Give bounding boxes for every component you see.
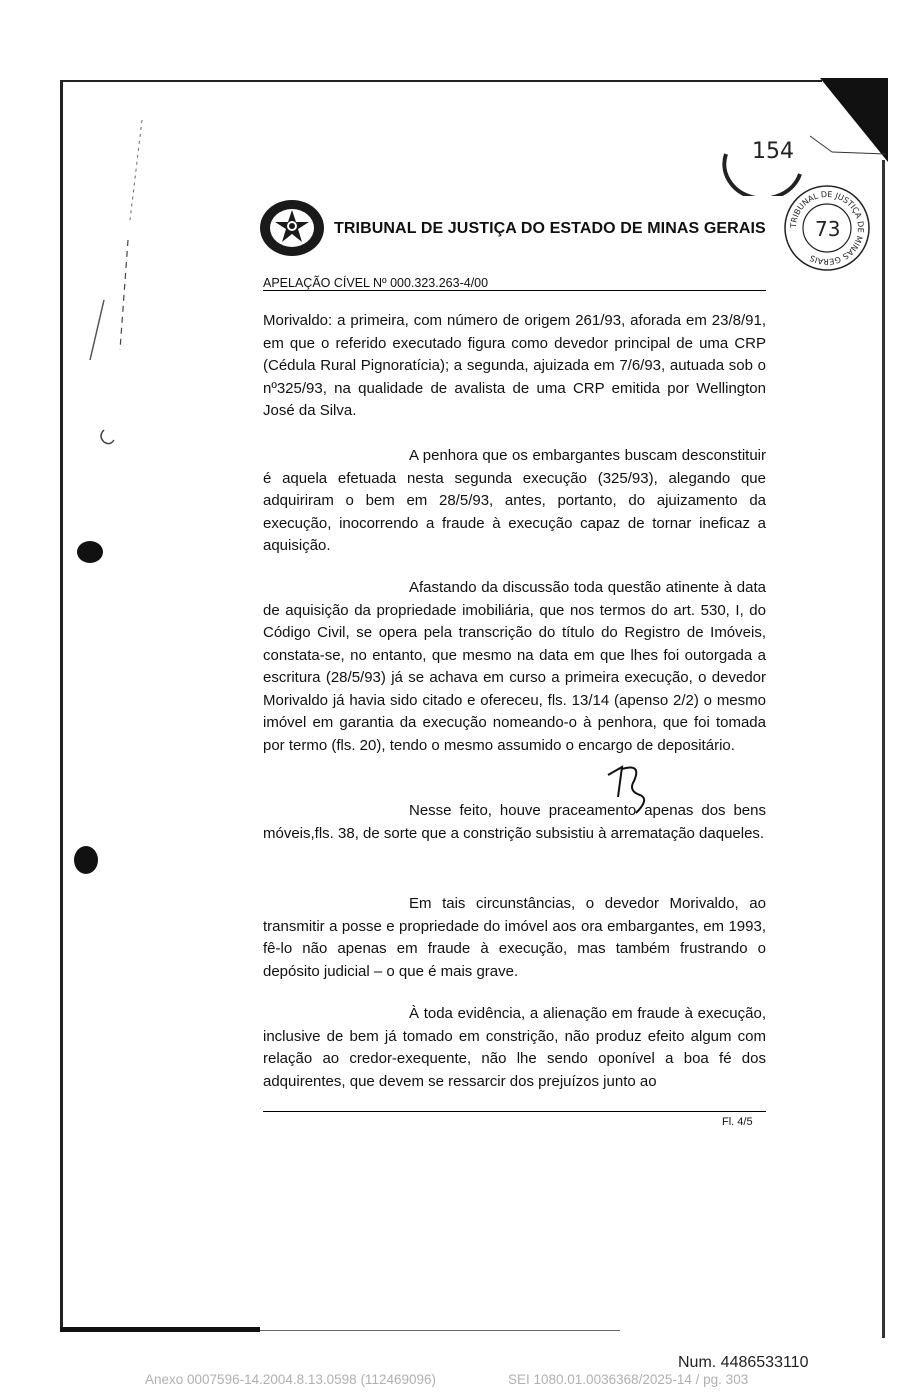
page-border-bottom-line (260, 1330, 620, 1331)
margin-scan-marks (70, 100, 190, 1000)
paragraph-4: Nesse feito, houve praceamento apenas dos bens móveis,fls. 38, de sorte que a constrição subsistiu à arrematação daqueles. (263, 802, 766, 842)
case-number: APELAÇÃO CÍVEL Nº 000.323.263-4/00 (263, 276, 489, 290)
page-border-bottom (60, 1327, 260, 1332)
seal-text: TRIBUNAL DE JUSTIÇA DE MINAS GERAIS (788, 189, 866, 267)
court-seal-stamp (782, 184, 872, 272)
seal-number: 73 (815, 217, 841, 241)
paragraph-6: À toda evidência, a alienação em fraude à execução, inclusive de bem já tomado em constrição, não produz efeito algum com relação ao credor-exequente, não lhe sendo oponível a boa fé dos adquirentes, que devem se ressarcir dos prejuízos junto ao (263, 1005, 766, 1090)
page-border-left (60, 80, 63, 1330)
annex-reference: Anexo 0007596-14.2004.8.13.0598 (112469096) (145, 1372, 437, 1387)
paragraph-3: Afastando da discussão toda questão atinente à data de aquisição da propriedade imobiliária, que nos termos do art. 530, I, do Código Civil, se opera pela transcrição do título do Registro de Imóveis, constata-se, no entanto, que mesmo na data em que lhes foi outorgada a escritura (28/5/93) já se achava em curso a primeira execução, o devedor Morivaldo já havia sido citado e ofereceu, fls. 13/14 (apenso 2/2) o mesmo imóvel em garantia da execução nomeando-o à penhora, que foi tomada por termo (fls. 20), tendo o mesmo assumido o encargo de depositário. (263, 579, 766, 754)
tribunal-title: TRIBUNAL DE JUSTIÇA DO ESTADO DE MINAS GERAIS (334, 220, 766, 237)
paragraph-2: A penhora que os embargantes buscam desconstituir é aquela efetuada nesta segunda execução (325/93), alegando que adquiriram o bem em 28/5/93, antes, portanto, do ajuizamento da execução, inocorrendo a fraude à execução capaz de tornar ineficaz a aquisição. (263, 447, 766, 554)
page-folio: Fl. 4/5 (722, 1116, 753, 1128)
page-border-top (62, 80, 822, 82)
page-border-right (882, 160, 885, 1338)
folded-corner-icon (800, 78, 888, 162)
handwritten-initials (600, 755, 670, 825)
paragraph-5: Em tais circunstâncias, o devedor Morivaldo, ao transmitir a posse e propriedade do imóvel aos ora embargantes, em 1993, fê-lo não apenas em fraude à execução, mas também frustrando o depósito judicial – o que é mais grave. (263, 895, 766, 980)
coat-of-arms-icon (258, 196, 326, 258)
stamp-number: 154 (752, 139, 794, 164)
document-number: Num. 4486533110 (678, 1354, 809, 1371)
paragraph-1: Morivaldo: a primeira, com número de origem 261/93, aforada em 23/8/91, em que o referido executado figura como devedor principal de uma CRP (Cédula Rural Pignoratícia); a segunda, ajuizada em 7/6/93, autuada sob o nº325/93, na qualidade de avalista de uma CRP emitida por Wellington José da Silva. (263, 312, 766, 419)
header-rule (263, 290, 766, 291)
sei-reference: SEI 1080.01.0036368/2025-14 / pg. 303 (508, 1372, 749, 1387)
footer-rule (263, 1111, 766, 1112)
